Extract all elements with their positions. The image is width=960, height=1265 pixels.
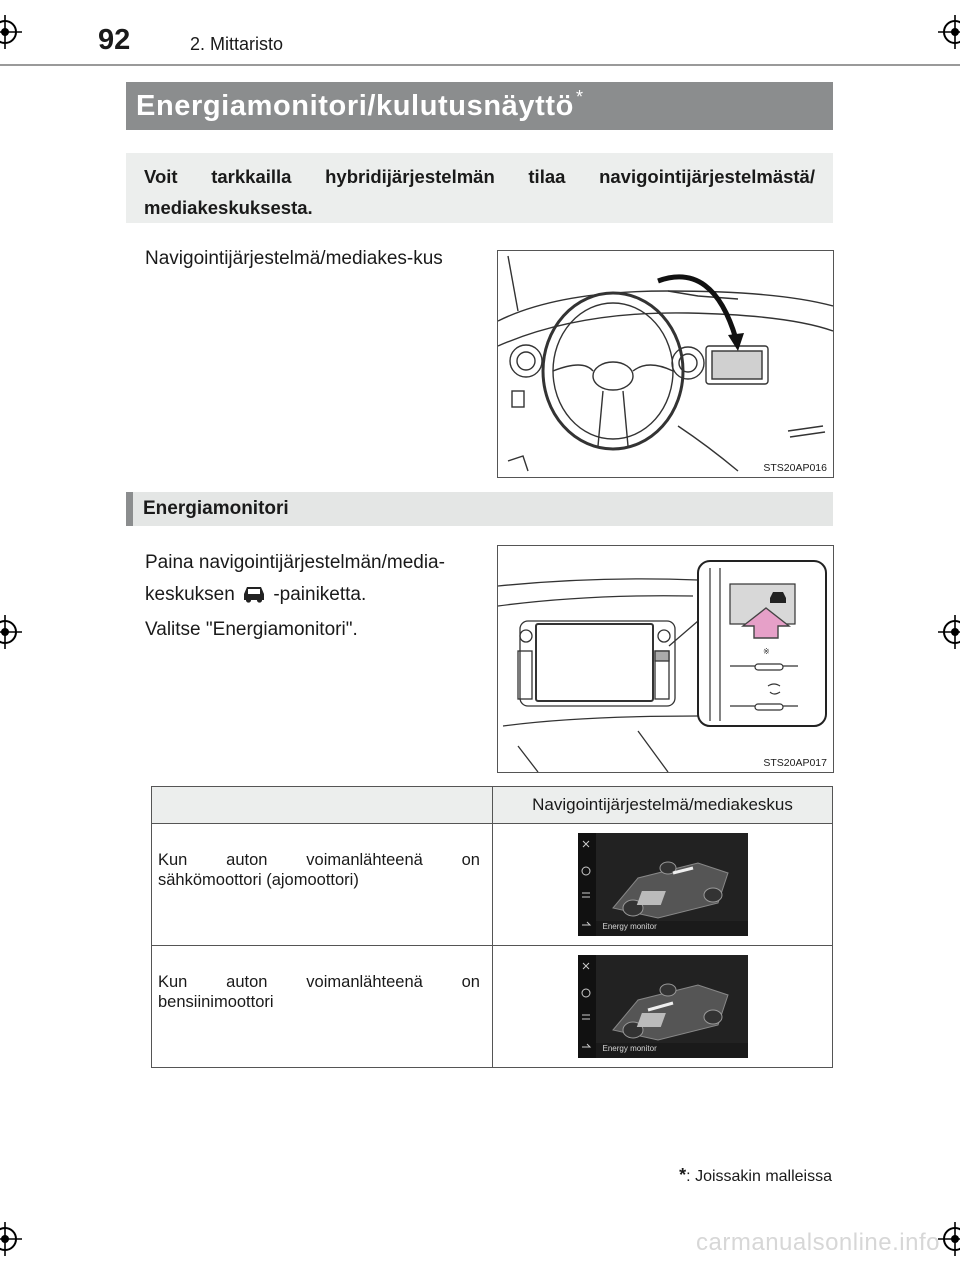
header-rule	[0, 64, 960, 66]
energy-monitor-screen-electric	[578, 833, 748, 936]
screen-label: Energy monitor	[602, 922, 657, 931]
step-press-car-button	[145, 547, 485, 611]
dashboard-illustration	[498, 251, 833, 477]
media-center-figure	[497, 545, 834, 773]
screen-label: Energy monitor	[602, 1044, 657, 1053]
section-title: Energiamonitori/kulutusnäyttö	[136, 89, 574, 122]
table-header-row	[152, 787, 833, 824]
figure-code: STS20AP017	[763, 757, 827, 769]
table-header-condition	[152, 787, 493, 824]
table-cell-condition: Kun auton voimanlähteenä on sähkömoottori (ajomoottori)	[152, 824, 493, 946]
energy-monitor-screen-petrol	[578, 955, 748, 1058]
step-select-energy-monitor: Valitse "Energiamonitori".	[145, 619, 358, 640]
footnote	[679, 1165, 832, 1186]
watermark: carmanualsonline.info	[696, 1229, 940, 1256]
dashboard-figure	[497, 250, 834, 478]
intro-box	[126, 153, 833, 223]
nav-system-text: Navigointijärjestelmä/mediakes-kus	[145, 248, 443, 269]
energy-monitor-screen-art	[578, 833, 748, 936]
registration-mark-bottom-right	[938, 1222, 960, 1256]
energy-monitor-table	[151, 786, 833, 1068]
chapter-title: 2. Mittaristo	[190, 34, 284, 54]
title-asterisk: *	[575, 87, 583, 107]
energy-monitor-heading	[126, 492, 833, 526]
registration-mark-top-left	[0, 15, 22, 49]
table-header-screen: Navigointijärjestelmä/mediakeskus	[493, 787, 833, 824]
registration-mark-mid-left	[0, 615, 22, 649]
table-cell-screen	[493, 946, 833, 1068]
energy-monitor-heading-text: Energiamonitori	[143, 498, 289, 519]
table-cell-condition: Kun auton voimanlähteenä on bensiinimoottori	[152, 946, 493, 1068]
footnote-text: : Joissakin malleissa	[686, 1168, 832, 1185]
intro-text: Voit tarkkailla hybridijärjestelmän tilaa navigointijärjestelmästä/ mediakeskuksesta.	[144, 166, 815, 218]
svg-text:※: ※	[763, 647, 770, 656]
registration-mark-bottom-left	[0, 1222, 22, 1256]
step1-text-after: -painiketta.	[273, 584, 367, 605]
media-center-illustration	[498, 546, 833, 772]
table-row	[152, 824, 833, 946]
page-number: 92	[98, 24, 131, 56]
car-button-icon	[240, 582, 268, 604]
section-title-bar	[126, 82, 833, 130]
registration-mark-mid-right	[938, 615, 960, 649]
table-row	[152, 946, 833, 1068]
table-cell-screen	[493, 824, 833, 946]
footnote-star: *	[679, 1165, 687, 1185]
registration-mark-top-right	[938, 15, 960, 49]
energy-monitor-screen-art	[578, 955, 748, 1058]
step1-text-before: Paina navigointijärjestelmän/media-keskuksen	[145, 552, 445, 605]
figure-code: STS20AP016	[763, 462, 827, 474]
